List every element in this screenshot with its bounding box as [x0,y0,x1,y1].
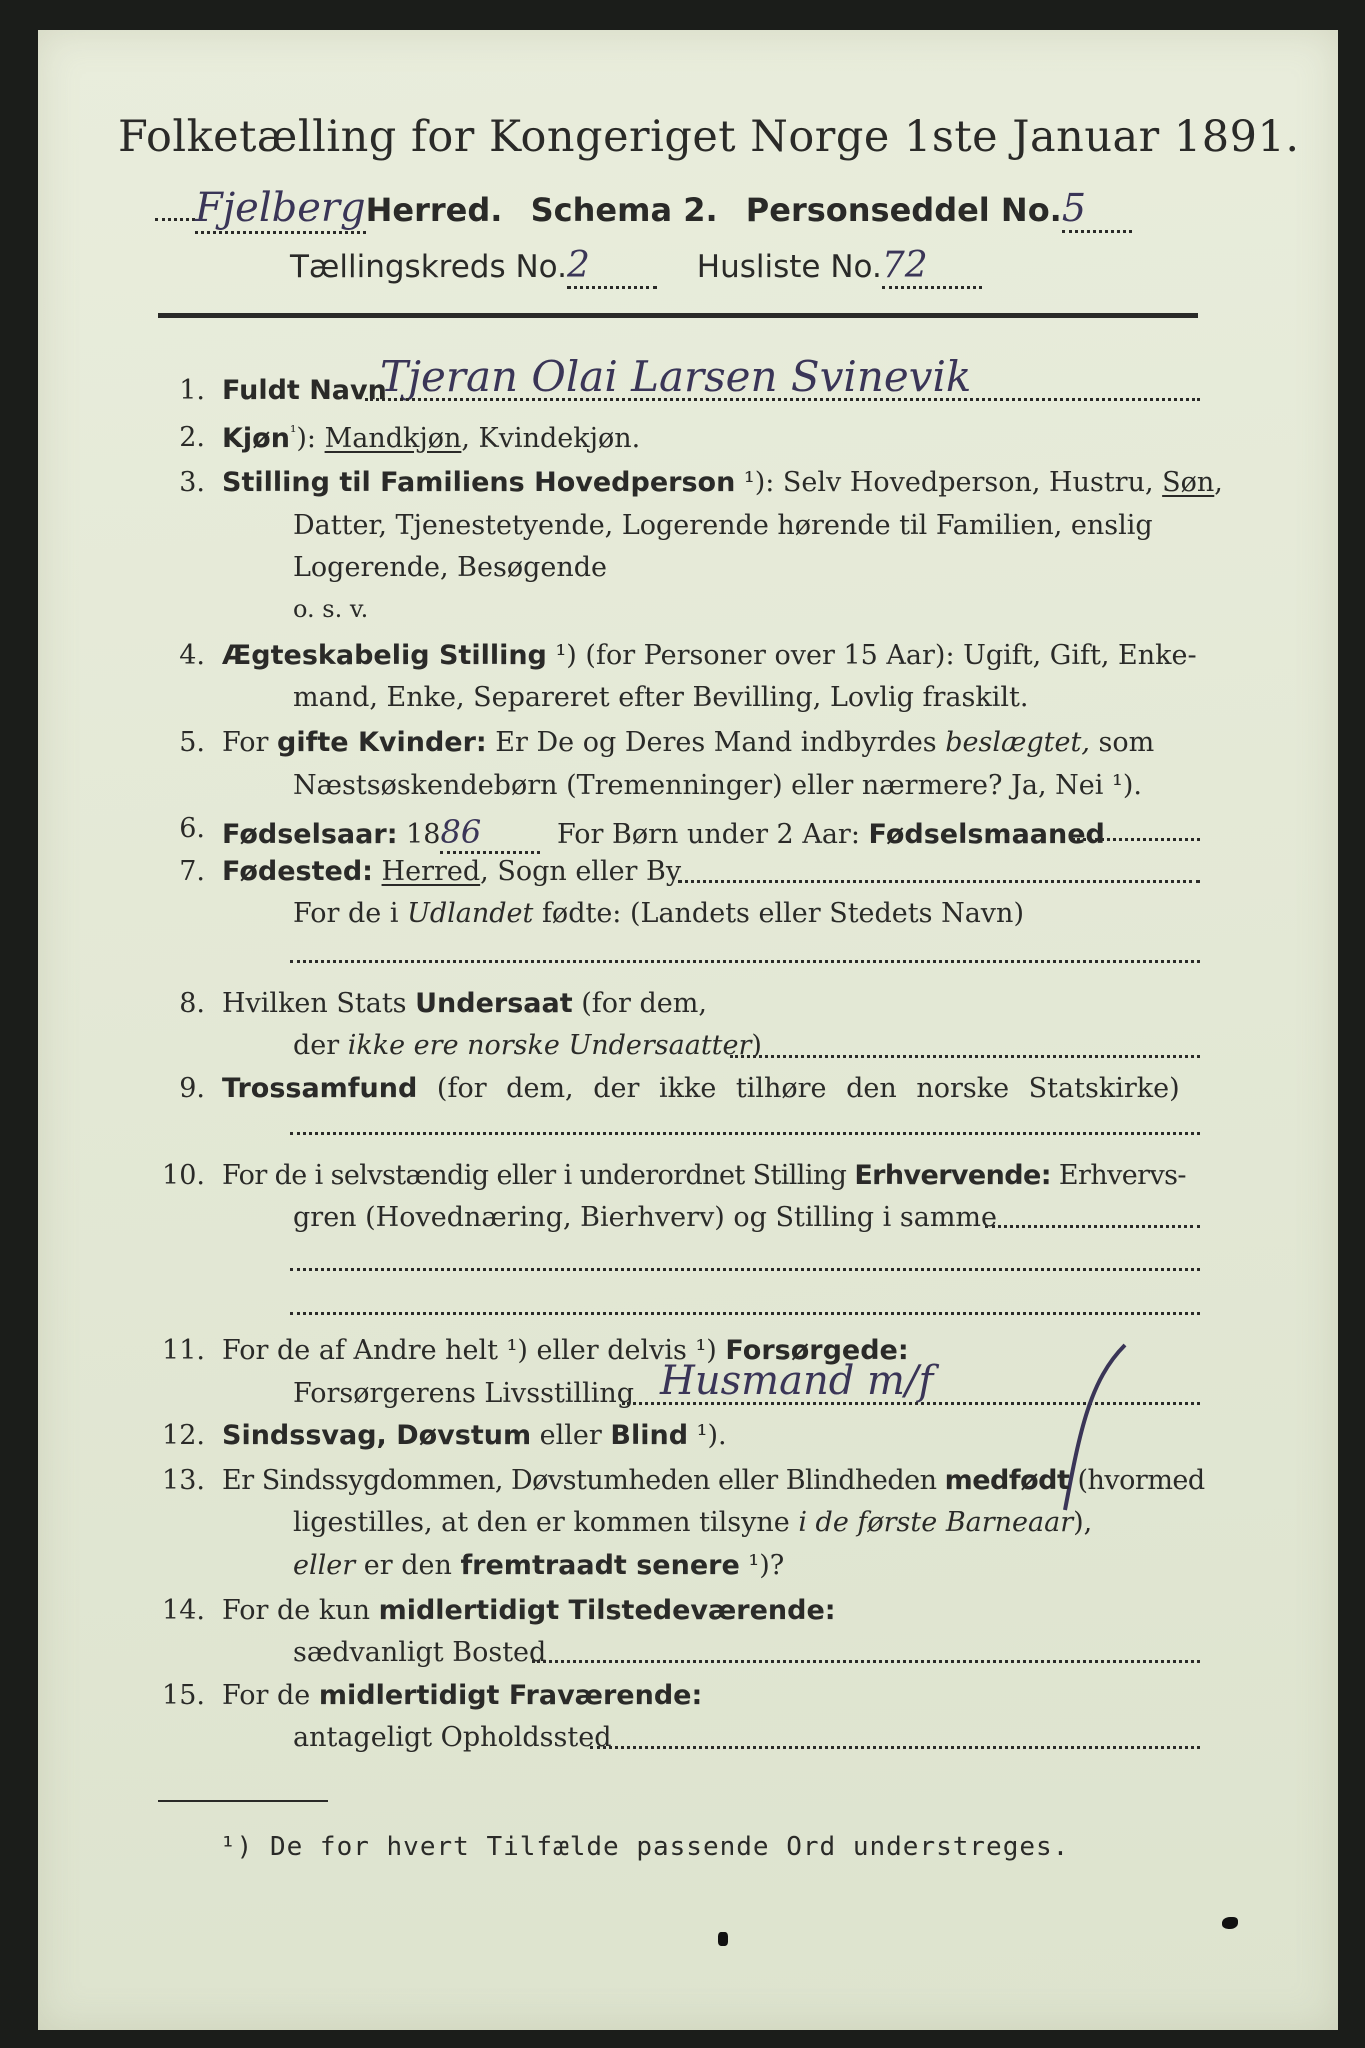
q9-rest: (for dem, der ikke tilhøre den norske Statskirke) [417,1073,1180,1104]
q3-label: Stilling til Familiens Hovedperson [222,467,736,498]
q7-label: Fødested: [222,856,373,887]
q2-label: Kjøn [222,423,290,454]
q11-line2: Forsørgerens Livsstilling [293,1378,635,1409]
q10-dots1 [985,1225,1200,1228]
q6-label: Fødselsaar: [222,819,398,850]
q10-dots2 [290,1268,1200,1271]
q5-label: gifte Kvinder: [277,727,487,758]
q9-number: 9. [179,1073,205,1104]
q2-option-kvindekjon: , Kvindekjøn. [461,423,641,454]
q13-line3 [293,1550,784,1581]
q8-text1b: (for dem, [572,988,707,1019]
q7-line2 [293,898,1024,929]
q7-herred: Herred [381,856,481,887]
q8-text2b: ikke ere norske Undersaatter [347,1030,752,1061]
q9-label: Trossamfund [222,1073,418,1104]
husliste-value: 72 [882,245,982,289]
q11-number: 11. [162,1335,205,1366]
q7-line1 [222,856,681,887]
q1-number: 1. [179,375,205,406]
q8-text2a: der [293,1030,348,1061]
q7-number: 7. [179,856,205,887]
q9-line1 [222,1073,1180,1104]
herred-label: Herred. [365,191,503,229]
q15-line2: antageligt Opholdssted [293,1722,612,1753]
q3-line2: Datter, Tjenestetyende, Logerende hørende til Familien, enslig [293,510,1153,541]
q13-text2a: ligestilles, at den er kommen tilsyne [293,1507,799,1538]
q5-line2: Næstsøskendebørn (Tremenninger) eller nærmere? Ja, Nei ¹). [293,770,1142,801]
q6-dots [1072,838,1200,841]
q5-line1 [222,727,1154,758]
ink-mark [718,1932,728,1946]
q7-text2b: Udlandet [407,898,534,929]
q13-text1a: Er Sindssygdommen, Døvstumheden eller Blindheden [222,1465,945,1496]
q13-number: 13. [162,1465,205,1496]
q8-line2 [293,1030,762,1061]
q12-rest: eller [531,1420,611,1451]
q3-comma: , [1214,467,1223,498]
q13-line2 [293,1507,1092,1538]
q2-sup: ¹ [289,422,297,441]
q4-number: 4. [179,640,205,671]
form-title: Folketælling for Kongeriget Norge 1ste Januar 1891. [118,112,1300,162]
q8-line1 [222,988,707,1019]
q14-text1a: For de kun [222,1595,379,1626]
q3-son: Søn [1162,467,1215,498]
q15-label: midlertidigt Fraværende: [318,1680,703,1711]
kreds-label: Tællingskreds No. [290,249,567,285]
q14-dots [532,1660,1200,1663]
q13-label2: fremtraadt senere [460,1550,740,1581]
q6-label2: Fødselsmaaned [868,819,1105,850]
q5-text1a: Er De og Deres Mand indbyrdes [486,727,946,758]
q3-line4: o. s. v. [293,595,369,623]
q12-line [222,1420,727,1451]
kreds-value: 2 [567,245,657,289]
q11-value: Husmand m/f [660,1358,934,1404]
q12-label2: Blind [610,1420,689,1451]
q12-number: 12. [162,1420,205,1451]
q15-text1a: For de [222,1680,319,1711]
q12-label: Sindssvag, Døvstum [222,1420,532,1451]
q14-label: midlertidigt Tilstedeværende: [378,1595,836,1626]
q14-line2: sædvanligt Bosted [293,1637,547,1668]
q2-option-mandkjon: Mandkjøn [324,423,462,454]
q7-dots2 [290,960,1200,963]
q9-dots [290,1132,1200,1135]
q13-text2c: ), [1073,1507,1093,1538]
q14-number: 14. [162,1595,205,1626]
q5-number: 5. [179,727,205,758]
q6-number: 6. [179,813,205,844]
q8-text1a: Hvilken Stats [222,988,416,1019]
footnote: ¹) De for hvert Tilfælde passende Ord understreges. [220,1832,1070,1862]
q6-mid: For Børn under 2 Aar: [557,819,869,850]
herred-value: Fjelberg [195,185,366,234]
q6-birthyear-value: 86 [440,813,540,854]
kreds-line [290,245,982,289]
herred-dots [155,218,195,221]
q13-text1b: (hvormed [1069,1465,1205,1496]
q10-number: 10. [162,1160,205,1191]
q13-label: medfødt [944,1465,1070,1496]
q5-text1c: som [1089,727,1155,758]
q1-name-value: Tjeran Olai Larsen Svinevik [380,352,972,401]
q1-line [222,375,387,406]
q4-line2: mand, Enke, Separeret efter Bevilling, Lovlig fraskilt. [293,682,1029,713]
q6-prefix: 18 [397,819,441,850]
q2-number: 2. [179,422,205,453]
q3-number: 3. [179,467,205,498]
q8-dots [730,1055,1200,1058]
q6-line [222,813,1105,854]
q12-end: ¹). [688,1420,727,1451]
q13-text3c: ¹)? [739,1550,785,1581]
footnote-rule [158,1800,328,1802]
q13-text3a: eller [293,1550,356,1581]
q13-text2b: i de første Barneaar [798,1507,1074,1538]
ink-mark [1222,1917,1238,1929]
q15-dots [590,1746,1200,1749]
q1-dots [365,398,1200,401]
q11-text1a: For de af Andre helt ¹) eller delvis ¹) [222,1335,726,1366]
personseddel-value: 5 [1062,186,1132,233]
q3-line1 [222,467,1223,498]
q8-number: 8. [179,988,205,1019]
q13-line1 [222,1465,1205,1496]
schema-label: Schema 2. [530,191,718,229]
q5-text1b: beslægtet, [945,727,1090,758]
header-rule [158,313,1198,318]
q4-line1 [222,640,1197,671]
q7-text2c: fødte: (Landets eller Stedets Navn) [533,898,1024,929]
q15-number: 15. [162,1680,205,1711]
q7-rest: , Sogn eller By [480,856,682,887]
q8-label: Undersaat [415,988,573,1019]
q1-label: Fuldt Navn [222,375,387,406]
q14-line1 [222,1595,836,1626]
q4-text1: ¹) (for Personer over 15 Aar): Ugift, Gift, Enke- [546,640,1197,671]
q10-label: Erhvervende: [854,1160,1051,1191]
q10-line1 [222,1160,1186,1191]
q10-text1b: Erhvervs- [1050,1160,1186,1191]
q10-line2: gren (Hovednæring, Bierhverv) og Stilling i samme [293,1202,998,1233]
husliste-label: Husliste No. [696,249,882,285]
q2-line [222,422,640,454]
q5-pre: For [222,727,278,758]
q11-label: Forsørgede: [725,1335,909,1366]
personseddel-label: Personseddel No. [745,191,1062,229]
q3-line3: Logerende, Besøgende [293,552,607,583]
q7-dots [678,880,1200,883]
q7-text2a: For de i [293,898,408,929]
q4-label: Ægteskabelig Stilling [222,640,547,671]
herred-line [155,185,1132,233]
q3-text1: ¹): Selv Hovedperson, Hustru, [735,467,1163,498]
q10-dots3 [290,1312,1200,1315]
q8-text2c: ) [751,1030,762,1061]
q2-rest: ): [296,423,325,454]
q15-line1 [222,1680,702,1711]
q13-text3b: er den [355,1550,461,1581]
q10-text1a: For de i selvstændig eller i underordnet Stilling [222,1160,855,1191]
